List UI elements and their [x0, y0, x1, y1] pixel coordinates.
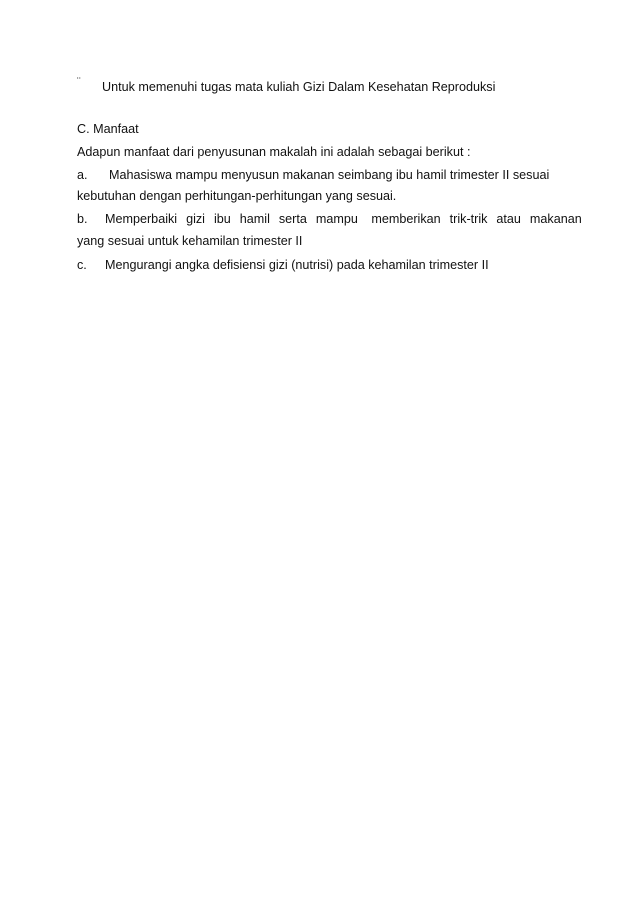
list-marker-c: c. [77, 258, 87, 272]
list-item-c-line1: Mengurangi angka defisiensi gizi (nutrisi) pada kehamilan trimester II [105, 258, 489, 272]
bullet-marker: ¨ [77, 76, 81, 88]
list-item-a-line2: kebutuhan dengan perhitungan-perhitungan yang sesuai. [77, 189, 397, 203]
intro-paragraph: Adapun manfaat dari penyusunan makalah ini adalah sebagai berikut : [77, 145, 471, 159]
list-marker-b: b. [77, 212, 88, 226]
list-marker-a: a. [77, 168, 88, 182]
list-item-a-line1: Mahasiswa mampu menyusun makanan seimbang ibu hamil trimester II sesuai [109, 168, 550, 182]
list-item-b-line2: yang sesuai untuk kehamilan trimester II [77, 234, 303, 248]
bullet-text: Untuk memenuhi tugas mata kuliah Gizi Dalam Kesehatan Reproduksi [102, 80, 496, 94]
list-item-b-line1: Memperbaiki gizi ibu hamil serta mampu memberikan trik-trik atau makanan [105, 212, 582, 226]
section-heading: C. Manfaat [77, 122, 139, 136]
